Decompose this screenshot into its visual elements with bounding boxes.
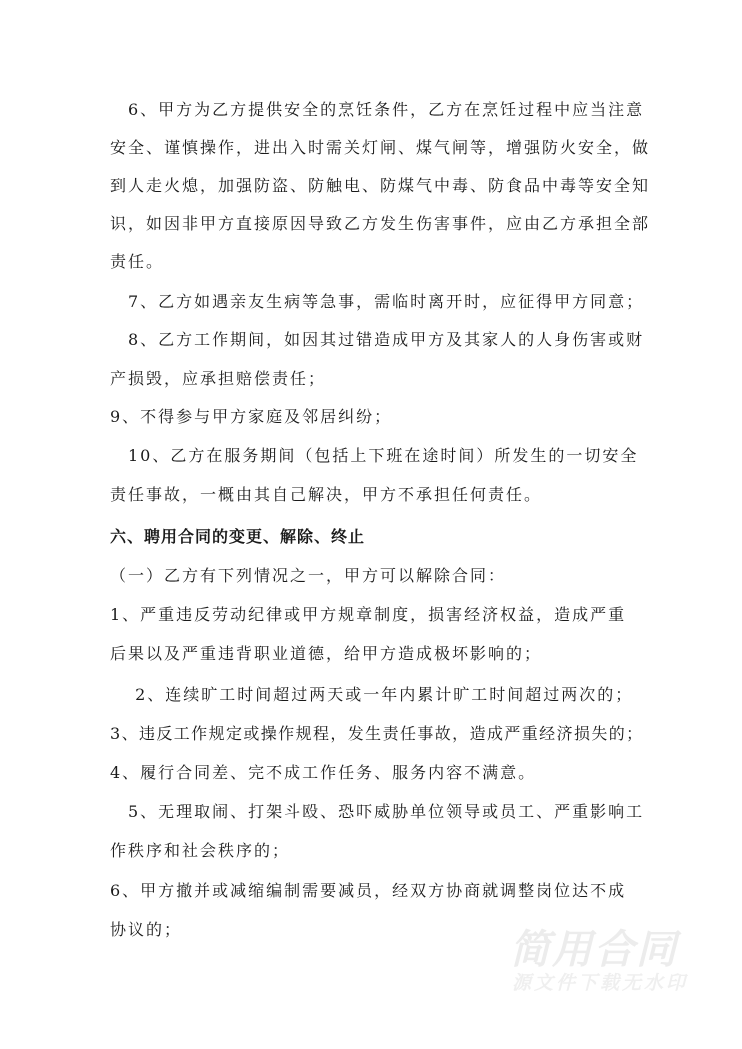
paragraph-line: 产损毁，应承担赔偿责任； — [110, 369, 327, 388]
paragraph-line: 1、严重违反劳动纪律或甲方规章制度，损害经济权益，造成严重 — [110, 605, 627, 624]
paragraph-line: 到人走火熄，加强防盗、防触电、防煤气中毒、防食品中毒等安全知 — [110, 176, 651, 195]
paragraph-line: （一）乙方有下列情况之一，甲方可以解除合同： — [110, 566, 507, 585]
watermark-logo: 简用合同 — [510, 927, 678, 973]
paragraph-line: 6、甲方为乙方提供安全的烹饪条件，乙方在烹饪过程中应当注意 — [110, 100, 645, 119]
paragraph-line: 责任。 — [110, 252, 165, 271]
section-heading: 六、聘用合同的变更、解除、终止 — [110, 527, 366, 546]
paragraph-line: 3、违反工作规定或操作规程，发生责任事故，造成严重经济损失的； — [110, 724, 644, 743]
paragraph-line: 安全、谨慎操作，进出入时需关灯闸、煤气闸等，增强防火安全，做 — [110, 138, 651, 157]
paragraph-line: 8、乙方工作期间，如因其过错造成甲方及其家人的人身伤害或财 — [110, 330, 645, 349]
paragraph-line: 作秩序和社会秩序的； — [110, 841, 291, 860]
paragraph-line: 6、甲方撤并或减缩编制需要减员，经双方协商就调整岗位达不成 — [110, 881, 627, 900]
paragraph-line: 2、连续旷工时间超过两天或一年内累计旷工时间超过两次的； — [110, 685, 634, 704]
paragraph-line: 责任事故，一概由其自己解决，甲方不承担任何责任。 — [110, 485, 543, 504]
watermark-subtitle: 源文件下载无水印 — [512, 972, 689, 994]
paragraph-line: 后果以及严重违背职业道德，给甲方造成极坏影响的； — [110, 644, 543, 663]
paragraph-line: 10、乙方在服务期间（包括上下班在途时间）所发生的一切安全 — [110, 446, 639, 465]
paragraph-line: 协议的； — [110, 920, 183, 939]
paragraph-line: 识，如因非甲方直接原因导致乙方发生伤害事件，应由乙方承担全部 — [110, 214, 651, 233]
paragraph-line: 4、履行合同差、完不成工作任务、服务内容不满意。 — [110, 763, 537, 782]
paragraph-line: 7、乙方如遇亲友生病等急事，需临时离开时，应征得甲方同意； — [110, 292, 645, 311]
paragraph-line: 5、无理取闹、打架斗殴、恐吓威胁单位领导或员工、严重影响工 — [110, 802, 645, 821]
paragraph-line: 9、不得参与甲方家庭及邻居纠纷； — [110, 407, 393, 426]
